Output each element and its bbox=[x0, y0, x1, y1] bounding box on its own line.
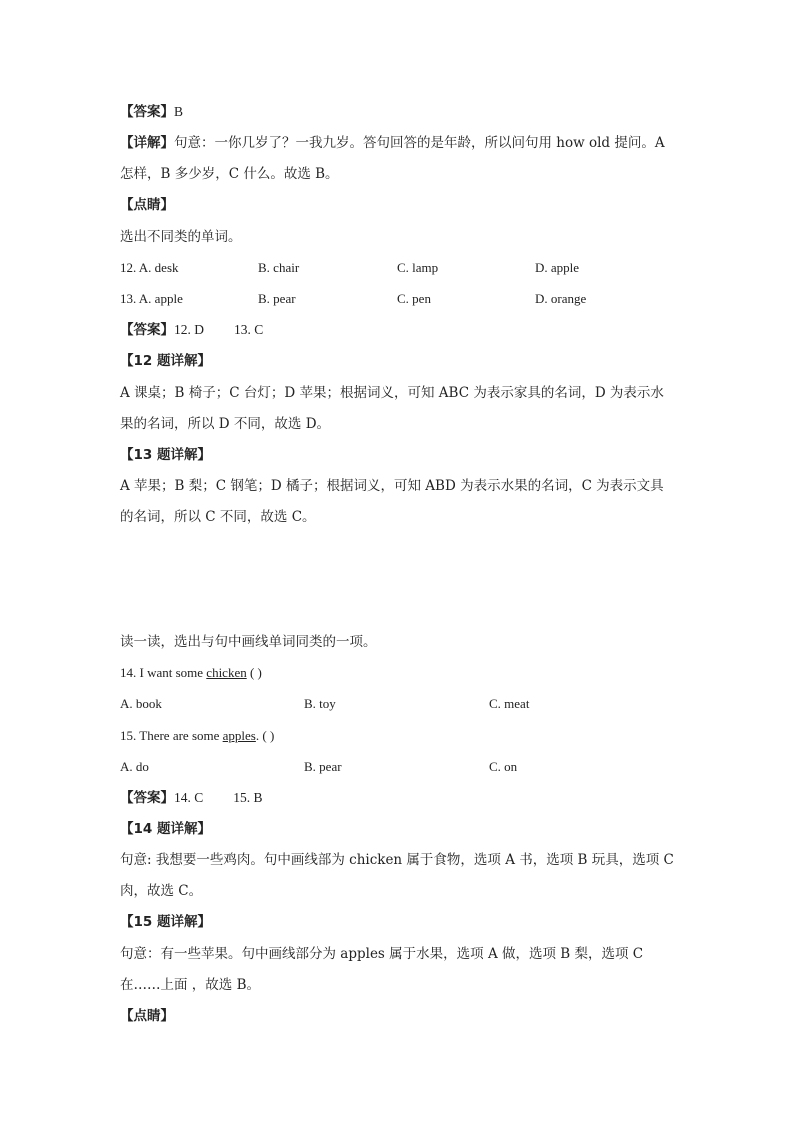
detail-text: 句意：一你几岁了？一我九岁。答句回答的是年龄，所以问句用 how old 提问。A bbox=[174, 135, 665, 151]
q15-option-c: C. on bbox=[489, 759, 518, 774]
q15-detail-tag: 【15 题详解】 bbox=[120, 914, 211, 930]
q15-option-a: A. do bbox=[120, 759, 149, 774]
detail-line bbox=[120, 133, 665, 153]
answer-tag: 【答案】 bbox=[120, 790, 174, 806]
q12-option-d: D. apple bbox=[535, 260, 580, 275]
q14-option-b: B. toy bbox=[304, 696, 336, 711]
answer-12: 12. D bbox=[174, 322, 204, 337]
q15-detail-line2: 在……上面 ，故选 B。 bbox=[120, 977, 261, 993]
q15-option-b: B. pear bbox=[304, 759, 342, 774]
answer-13: 13. C bbox=[234, 322, 264, 337]
instruction-odd-one-out: 选出不同类的单词。 bbox=[120, 229, 242, 245]
instruction-same-class: 读一读，选出与句中画线单词同类的一项。 bbox=[120, 634, 377, 650]
question-14: 14. I want some chicken ( ) bbox=[120, 665, 262, 680]
q12-detail-line2: 果的名词，所以 D 不同，故选 D。 bbox=[120, 416, 331, 432]
answer-tag: 【答案】 bbox=[120, 322, 174, 338]
q14-option-a: A. book bbox=[120, 696, 162, 711]
answer-tag: 【答案】 bbox=[120, 104, 174, 120]
q15-detail-line1: 句意：有一些苹果。句中画线部分为 apples 属于水果，选项 A 做，选项 B 梨，选项 C bbox=[120, 946, 644, 962]
q14-detail-tag: 【14 题详解】 bbox=[120, 821, 211, 837]
q14-detail-line1: 句意: 我想要一些鸡肉。句中画线部为 chicken 属于食物，选项 A 书，选项 B 玩具，选项 C bbox=[120, 852, 674, 868]
q13-option-d: D. orange bbox=[535, 291, 587, 306]
q13-detail-line1: A 苹果；B 梨；C 钢笔；D 橘子；根据词义，可知 ABD 为表示水果的名词，C 为表示文具 bbox=[120, 478, 664, 494]
q12-detail-tag: 【12 题详解】 bbox=[120, 353, 211, 369]
point-tag: 【点睛】 bbox=[120, 197, 174, 213]
q13-option-a: 13. A. apple bbox=[120, 291, 183, 306]
q13-detail-tag: 【13 题详解】 bbox=[120, 447, 211, 463]
q12-detail-line1: A 课桌；B 椅子；C 台灯；D 苹果；根据词义，可知 ABC 为表示家具的名词，D 为表示水 bbox=[120, 385, 664, 401]
q12-option-c: C. lamp bbox=[397, 260, 439, 275]
q12-option-b: B. chair bbox=[258, 260, 300, 275]
q13-option-c: C. pen bbox=[397, 291, 431, 306]
q13-option-b: B. pear bbox=[258, 291, 296, 306]
answer-14: 14. C bbox=[174, 790, 204, 805]
answer-value: B bbox=[174, 104, 184, 119]
q14-detail-line2: 肉，故选 C。 bbox=[120, 883, 203, 899]
answer-line-11 bbox=[120, 102, 183, 122]
q13-detail-line2: 的名词，所以 C 不同，故选 C。 bbox=[120, 509, 316, 525]
q12-option-a: 12. A. desk bbox=[120, 260, 179, 275]
question-15: 15. There are some apples. ( ) bbox=[120, 728, 275, 743]
q14-option-c: C. meat bbox=[489, 696, 530, 711]
answer-15: 15. B bbox=[233, 790, 263, 805]
detail-line-cont: 怎样，B 多少岁，C 什么。故选 B。 bbox=[120, 166, 339, 182]
q15-underlined-word: apples bbox=[222, 728, 256, 743]
q14-underlined-word: chicken bbox=[206, 665, 247, 680]
detail-tag: 【详解】 bbox=[120, 135, 174, 151]
answer-line-14-15 bbox=[120, 788, 263, 808]
answer-line-12-13 bbox=[120, 320, 263, 340]
point-tag-end: 【点睛】 bbox=[120, 1008, 174, 1024]
